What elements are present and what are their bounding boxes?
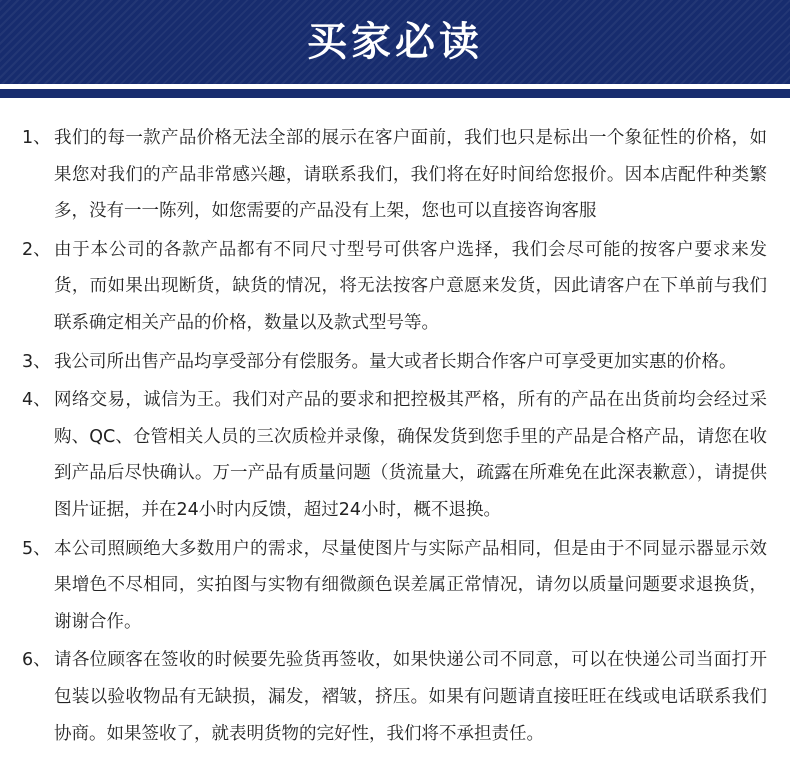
notice-text: 本公司照顾绝大多数用户的需求，尽量使图片与实际产品相同，但是由于不同显示器显示效果增色不尽相同，实拍图与实物有细微颜色误差属正常情况，请勿以质量问题要求退换货，谢谢合作。 xyxy=(54,538,767,632)
notice-number: 6、 xyxy=(22,650,51,671)
notice-item-1 xyxy=(22,120,767,230)
header-banner xyxy=(0,0,790,98)
notice-item-5 xyxy=(22,531,767,641)
notice-text: 请各位顾客在签收的时候要先验货再签收，如果快递公司不同意，可以在快递公司当面打开包装以验收物品有无缺损，漏发，褶皱，挤压。如果有问题请直接旺旺在线或电话联系我们协商。如果签收了，就表明货物的完好性，我们将不承担责任。 xyxy=(54,650,767,744)
notice-item-6 xyxy=(22,642,767,752)
notice-number: 2、 xyxy=(22,239,51,260)
notice-text: 我公司所出售产品均享受部分有偿服务。量大或者长期合作客户可享受更加实惠的价格。 xyxy=(54,351,737,372)
notice-number: 3、 xyxy=(22,351,51,372)
notice-item-3 xyxy=(22,344,767,381)
notice-item-4 xyxy=(22,382,767,528)
notice-list xyxy=(22,120,767,752)
notice-text: 由于本公司的各款产品都有不同尺寸型号可供客户选择，我们会尽可能的按客户要求来发货，而如果出现断货，缺货的情况，将无法按客户意愿来发货，因此请客户在下单前与我们联系确定相关产品的价格，数量以及款式型号等。 xyxy=(54,239,767,333)
notice-number: 5、 xyxy=(22,538,51,559)
notice-text: 我们的每一款产品价格无法全部的展示在客户面前，我们也只是标出一个象征性的价格，如果您对我们的产品非常感兴趣，请联系我们，我们将在好时间给您报价。因本店配件种类繁多，没有一一陈列，如您需要的产品没有上架，您也可以直接咨询客服 xyxy=(54,128,767,222)
page-title: 买家必读 xyxy=(307,19,483,65)
notice-item-2 xyxy=(22,232,767,342)
notice-text: 网络交易，诚信为王。我们对产品的要求和把控极其严格，所有的产品在出货前均会经过采购、QC、仓管相关人员的三次质检并录像，确保发货到您手里的产品是合格产品，请您在收到产品后尽快确认。万一产品有质量问题（货流量大，疏露在所难免在此深表歉意），请提供图片证据，并在24小时内反馈，超过24小时，概不退换。 xyxy=(54,390,767,520)
header-banner-stripe xyxy=(0,89,790,98)
notice-number: 1、 xyxy=(22,128,51,148)
notice-number: 4、 xyxy=(22,390,51,411)
